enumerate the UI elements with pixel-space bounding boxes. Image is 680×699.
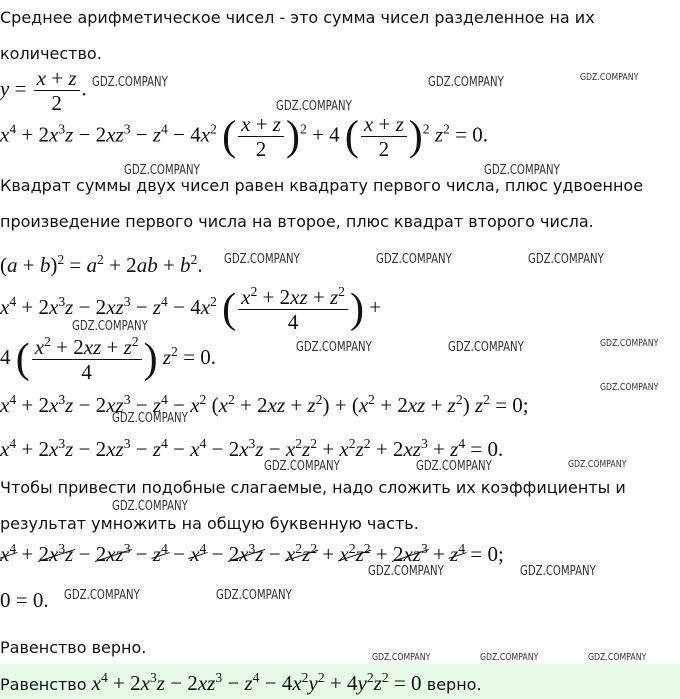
formula-mean: y = $\frac{x + z}{2}$ . xyxy=(0,66,87,116)
paragraph-square-sum: Квадрат суммы двух чисел равен квадрату первого числа, плюс удвоенное xyxy=(0,176,644,195)
watermark: GDZ.COMPANY xyxy=(264,459,340,474)
paragraph-definition-cont: количество. xyxy=(0,44,102,63)
watermark: GDZ.COMPANY xyxy=(72,319,148,334)
watermark: GDZ.COMPANY xyxy=(520,564,596,579)
formula-step2: $x^4 + 2x^3z - 2xz^3 - z^4 - 4x^2$ ( $\frac{x^2 + 2xz + z^2}{4}$ ) + xyxy=(0,284,382,335)
watermark: GDZ.COMPANY xyxy=(124,163,200,178)
watermark: GDZ.COMPANY xyxy=(64,588,140,603)
watermark: GDZ.COMPANY xyxy=(276,99,352,114)
watermark: GDZ.COMPANY xyxy=(112,499,188,514)
watermark: GDZ.COMPANY xyxy=(428,75,504,90)
watermark: GDZ.COMPANY xyxy=(376,252,452,267)
watermark: GDZ.COMPANY xyxy=(568,459,627,470)
watermark: GDZ.COMPANY xyxy=(480,652,539,663)
formula-result: 0 = 0. xyxy=(0,588,49,612)
formula-step2-cont: 4 ( $\frac{x^2 + 2xz + z^2}{4}$ ) $z^2 = 0$. xyxy=(0,334,216,385)
watermark: GDZ.COMPANY xyxy=(600,338,659,349)
watermark: GDZ.COMPANY xyxy=(372,652,431,663)
watermark: GDZ.COMPANY xyxy=(416,459,492,474)
watermark: GDZ.COMPANY xyxy=(448,340,524,355)
watermark: GDZ.COMPANY xyxy=(484,163,560,178)
answer-prefix: Равенство xyxy=(0,675,87,694)
watermark: GDZ.COMPANY xyxy=(528,252,604,267)
watermark: GDZ.COMPANY xyxy=(296,340,372,355)
answer-suffix: верно. xyxy=(426,675,482,694)
paragraph-like-terms-cont: результат умножить на общую буквенную часть. xyxy=(0,514,419,533)
paragraph-definition: Среднее арифметическое чисел - это сумма чисел разделенное на их xyxy=(0,8,595,27)
paragraph-equality-true: Равенство верно. xyxy=(0,638,147,657)
watermark: GDZ.COMPANY xyxy=(580,72,639,83)
watermark: GDZ.COMPANY xyxy=(600,382,659,393)
formula-cancelled: $x^4 + 2x^3z - 2xz^3 - z^4 - x^4 - 2x^3z - x^2z^2 + x^2z^2 + 2xz^3 + z^4 = 0$; xyxy=(0,541,504,566)
formula-step4: $x^4 + 2x^3z - 2xz^3 - z^4 - x^4 - 2x^3z - x^2z^2 + x^2z^2 + 2xz^3 + z^4 = 0$. xyxy=(0,436,504,461)
watermark: GDZ.COMPANY xyxy=(368,564,444,579)
formula-step1: $x^4 + 2x^3z - 2xz^3 - z^4 - 4x^2$ ( $\frac{x + z}{2}$ )$^2$ + 4 ( $\frac{x + z}{2}$ )$^2$ $z^2 = 0$. xyxy=(0,112,488,162)
formula-step3: $x^4 + 2x^3z - 2xz^3 - z^4 - x^2$ $(x^2 + 2xz + z^2) + (x^2 + 2xz + z^2) z^2 = 0$; xyxy=(0,392,529,417)
watermark: GDZ.COMPANY xyxy=(92,75,168,90)
paragraph-like-terms: Чтобы привести подобные слагаемые, надо сложить их коэффициенты и xyxy=(0,478,626,497)
watermark: GDZ.COMPANY xyxy=(224,252,300,267)
formula-square-identity: $(a + b)^2 = a^2 + 2ab + b^2$. xyxy=(0,252,203,277)
watermark: GDZ.COMPANY xyxy=(112,411,188,426)
answer-line xyxy=(0,670,482,696)
answer-formula: $x^4 + 2x^3z - 2xz^3 - z^4 - 4x^2y^2 + 4y^2z^2 = 0$ xyxy=(91,670,427,695)
paragraph-square-sum-cont: произведение первого числа на второе, плюс квадрат второго числа. xyxy=(0,212,594,231)
watermark: GDZ.COMPANY xyxy=(216,588,292,603)
watermark: GDZ.COMPANY xyxy=(588,652,647,663)
